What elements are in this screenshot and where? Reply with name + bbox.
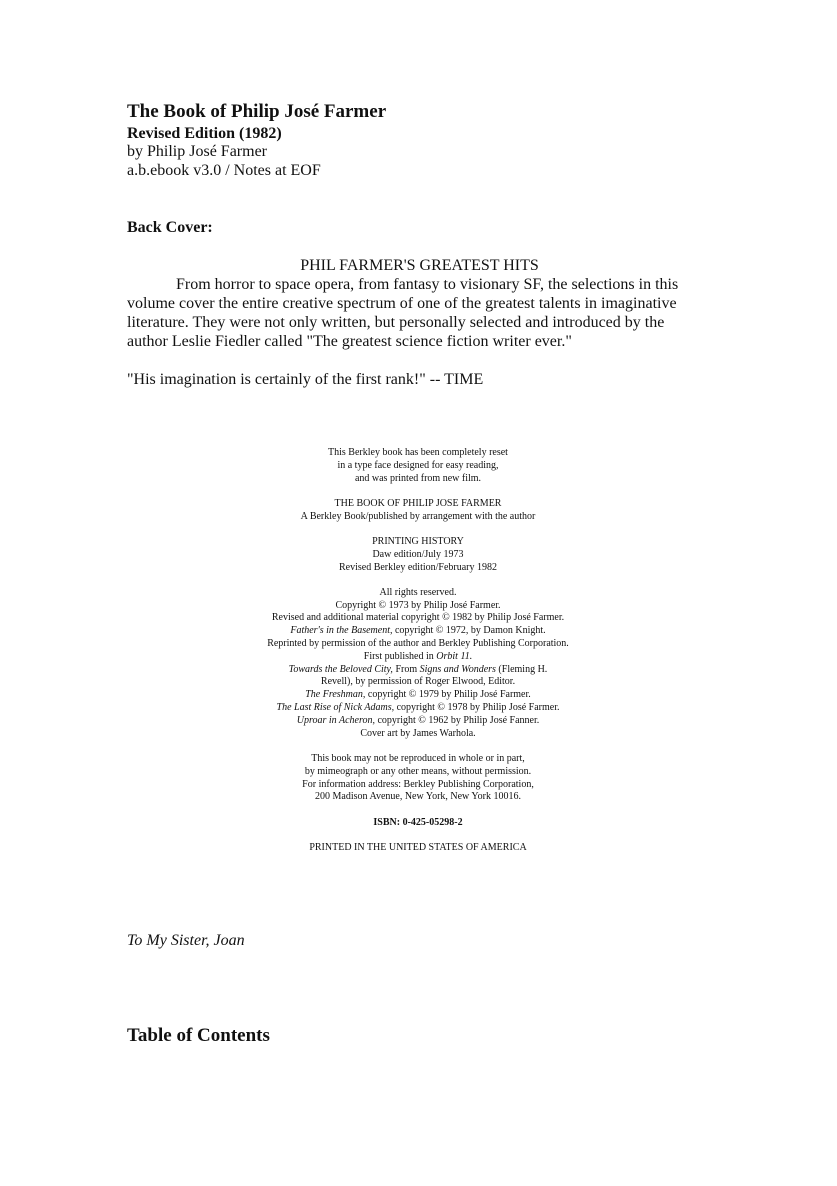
edition-subtitle: Revised Edition (1982) [127,125,282,142]
colophon-line: A Berkley Book/published by arrangement with the author [300,510,536,522]
story-title: Father's in the Basement, [290,625,393,637]
colophon-line: Copyright © 1973 by Philip José Farmer. [335,599,501,611]
story-title: Towards the Beloved City, [288,663,393,675]
reproduction-notice [218,753,618,804]
colophon-text: copyright © 1962 by Philip José Fanner. [374,714,540,726]
colophon-line: Cover art by James Warhola. [360,727,476,739]
colophon-line: Reprinted by permission of the author and Berkley Publishing Corporation. [267,638,569,650]
isbn: ISBN: 0-425-05298-2 [373,816,463,828]
colophon-line: This Berkley book has been completely reset [328,447,508,458]
anthology-title: Orbit 11. [436,650,473,662]
colophon-line [218,625,618,638]
story-title: The Last Rise of Nick Adams, [276,702,395,714]
colophon-text: copyright © 1972, by Damon Knight. [392,625,546,637]
blurb-title: PHIL FARMER'S GREATEST HITS [300,257,539,274]
colophon-line [218,651,618,664]
colophon-line: Revell), by permission of Roger Elwood, Editor. [320,676,516,688]
colophon-line: THE BOOK OF PHILIP JOSE FARMER [334,497,502,509]
isbn-block [218,817,618,830]
anthology-title: Signs and Wonders [419,663,496,675]
printed-in: PRINTED IN THE UNITED STATES OF AMERICA [309,841,527,853]
colophon-text: copyright © 1979 by Philip José Farmer. [365,689,531,701]
colophon-line: This book may not be reproduced in whole or in part, [311,752,525,764]
review-quote: "His imagination is certainly of the first rank!" -- TIME [127,371,484,388]
ebook-version: a.b.ebook v3.0 / Notes at EOF [127,162,321,179]
back-cover-heading: Back Cover: [127,219,213,236]
blurb-line: author Leslie Fiedler called "The greatest science fiction writer ever." [127,333,572,350]
blurb-line: volume cover the entire creative spectrum of one of the greatest talents in imaginative [127,295,677,312]
colophon-line: PRINTING HISTORY [372,535,464,547]
book-title: The Book of Philip José Farmer [127,101,387,122]
colophon-line [218,689,618,702]
blurb-line: From horror to space opera, from fantasy to visionary SF, the selections in this [176,276,679,293]
colophon-line: and was printed from new film. [354,472,482,484]
colophon-text: First published in [363,650,437,662]
colophon-line: All rights reserved. [379,586,457,598]
publication-info [218,498,618,524]
colophon-line [218,702,618,715]
story-title: The Freshman, [305,689,366,701]
colophon-line [218,664,618,677]
copyright-page [218,447,618,867]
colophon-text: copyright © 1978 by Philip José Farmer. [394,702,560,714]
colophon-line: 200 Madison Avenue, New York, New York 10016. [315,791,521,803]
blurb-line: literature. They were not only written, but personally selected and introduced by the [127,314,665,331]
colophon-line: Revised Berkley edition/February 1982 [338,561,498,573]
author-byline: by Philip José Farmer [127,143,267,160]
reset-notice [218,447,618,485]
table-of-contents-heading: Table of Contents [127,1025,270,1046]
colophon-line: by mimeograph or any other means, without permission. [304,765,532,777]
story-title: Uproar in Acheron, [296,714,375,726]
colophon-line: in a type face designed for easy reading, [337,459,499,471]
dedication: To My Sister, Joan [127,932,245,949]
colophon-line: Daw edition/July 1973 [372,548,464,560]
printed-in-block [218,842,618,855]
colophon-text: (Fleming H. [495,663,548,675]
colophon-line: Revised and additional material copyright © 1982 by Philip José Farmer. [271,612,565,624]
printing-history [218,536,618,574]
colophon-line: For information address: Berkley Publishing Corporation, [302,778,534,790]
colophon-line [218,715,618,728]
colophon-text: From [392,663,420,675]
rights-notice [218,587,618,741]
back-cover-blurb [127,256,712,351]
